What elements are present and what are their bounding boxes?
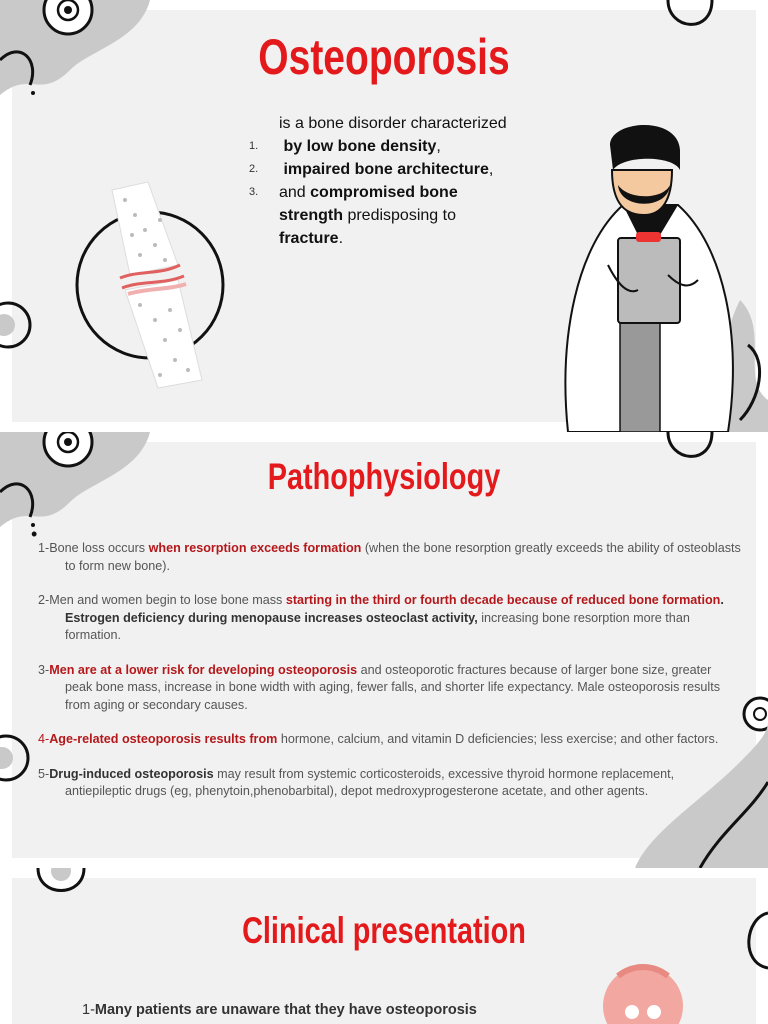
definition-item [249, 158, 519, 181]
point-text: hormone, calcium, and vitamin D deficiencies; less exercise; and other factors. [277, 732, 719, 746]
item-mid: predisposing to [343, 207, 456, 224]
list-item [38, 662, 742, 715]
point-highlight: when resorption exceeds formation [148, 541, 362, 555]
definition-list [249, 112, 519, 250]
list-item [38, 592, 742, 645]
point-text: and osteoporotic fractures because of larger bone size, greater peak bone mass, increase in bone width with aging, fewer falls, and shorter life expectancy. Male osteoporosis results from aging or secondary causes. [65, 662, 720, 712]
item-bold: impaired bone architecture [283, 161, 489, 178]
point-highlight: Men are at a lower risk for developing osteoporosis [49, 662, 358, 677]
section-title: Pathophysiology [267, 456, 501, 497]
point-prefix: 1- [82, 1002, 95, 1018]
point-text: may result from systemic corticosteroids, excessive thyroid hormone replacement, antiepileptic drugs (eg, phenytoin,phenobarbital), depot medroxyprogesterone acetate, and other agents. [65, 766, 675, 798]
list-item [38, 540, 742, 575]
slide-osteoporosis [0, 0, 768, 432]
point-text: increasing bone resorption more than formation. [65, 610, 690, 642]
item-tail: . [338, 230, 344, 247]
point-prefix: 5- [38, 766, 50, 781]
pathophysiology-list [38, 540, 742, 818]
clinical-point [82, 1002, 477, 1018]
point-text: (when the bone resorption greatly exceeds the ability of osteoblasts to form new bone). [65, 541, 741, 573]
point-prefix: 2-Men and women begin to lose bone mass [38, 593, 286, 607]
bullet-dot: • [31, 524, 38, 544]
list-item [38, 731, 742, 749]
point-emphasis: . Estrogen deficiency during menopause increases osteoclast activity, [65, 593, 724, 625]
item-number: 2. [249, 163, 259, 175]
doctor-illustration [548, 115, 748, 432]
item-bold: compromised bone strength [279, 184, 458, 224]
slide-pathophysiology [0, 432, 768, 868]
point-emphasis: Drug-induced osteoporosis [49, 766, 214, 781]
item-bold: fracture [279, 230, 339, 247]
definition-intro: is a bone disorder characterized [279, 115, 507, 132]
point-prefix: 4- [38, 732, 50, 746]
definition-item [249, 135, 519, 158]
item-bold: by low bone density [283, 138, 437, 155]
list-item [38, 766, 742, 801]
point-prefix: 3- [38, 662, 50, 677]
item-number: 1. [249, 140, 259, 152]
bone-joint-illustration [70, 180, 240, 390]
point-emphasis: Many patients are unaware that they have osteoporosis [94, 1002, 477, 1018]
item-tail: , [488, 161, 494, 178]
point-highlight: starting in the third or fourth decade because of reduced bone formation [285, 593, 721, 607]
point-prefix: 1-Bone loss occurs [38, 541, 149, 555]
item-pre: and [279, 184, 311, 201]
point-highlight: Age-related osteoporosis results from [49, 732, 278, 746]
slide-clinical-presentation [0, 868, 768, 1024]
page-title: Osteoporosis [258, 29, 510, 85]
section-title: Clinical presentation [242, 910, 526, 951]
item-number: 3. [249, 186, 259, 198]
item-tail: , [436, 138, 441, 155]
definition-item [249, 181, 519, 250]
skull-icon [598, 964, 688, 1024]
